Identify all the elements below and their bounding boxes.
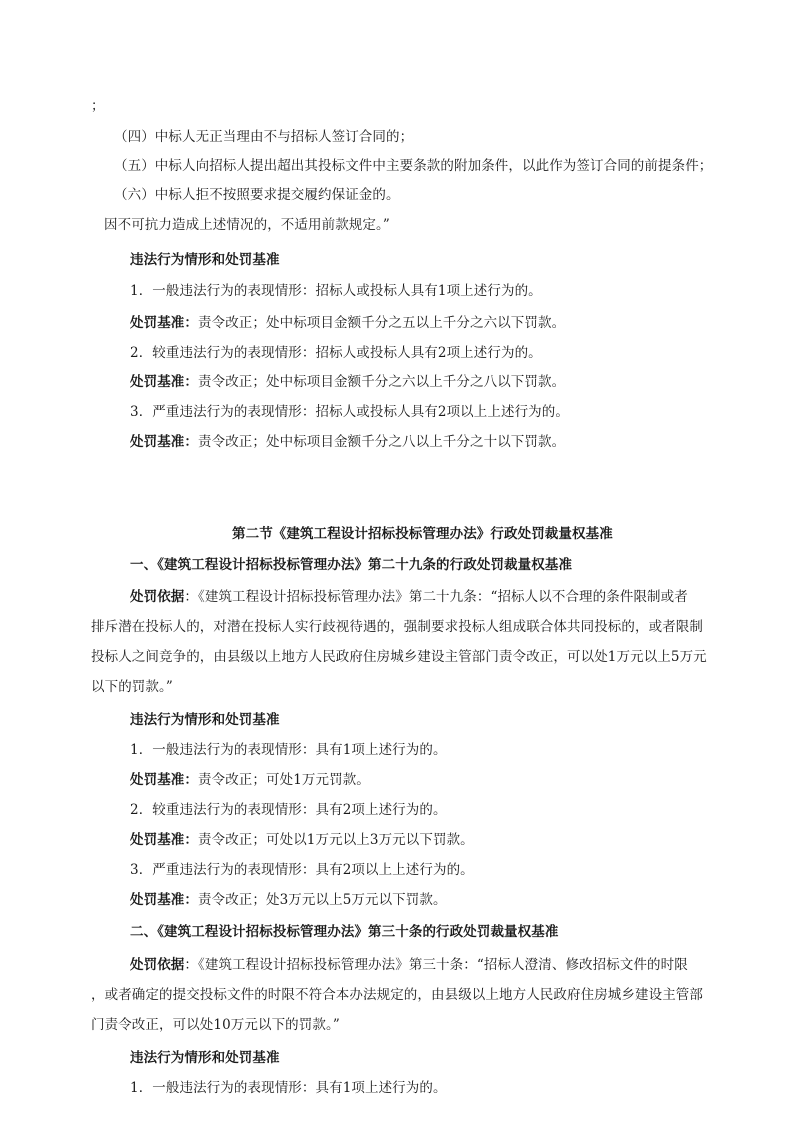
penalty-label: 处罚基准： (130, 832, 198, 848)
exemption-note: 因不可抗力造成上述情况的，不适用前款规定。” (104, 217, 390, 233)
penalty-label: 处罚基准： (130, 374, 198, 390)
penalty-label: 处罚基准： (130, 315, 198, 331)
penalty-label: 处罚基准： (130, 772, 198, 788)
violation-heading: 违法行为情形和处罚基准 (130, 712, 280, 728)
penalty-label: 处罚基准： (130, 892, 198, 908)
situation-serious: 2．较重违法行为的表现情形：具有2项上述行为的。 (130, 802, 447, 818)
situation-serious: 2．较重违法行为的表现情形：招标人或投标人具有2项上述行为的。 (130, 345, 542, 361)
basis-text: ：《建筑工程设计招标投标管理办法》第三十条：“招标人澄清、修改招标文件的时限 (184, 957, 688, 973)
basis-label: 处罚依据 (130, 957, 185, 973)
basis-label: 处罚依据 (130, 589, 185, 605)
violation-heading: 违法行为情形和处罚基准 (130, 1050, 280, 1066)
penalty-serious (130, 830, 474, 850)
article30-basis-line-2: ，或者确定的提交投标文件的时限不符合本办法规定的，由县级以上地方人民政府住房城乡建设主管部 (91, 987, 703, 1003)
top-fragment: ； (91, 98, 105, 114)
article29-basis-line-4: 以下的罚款。” (91, 679, 173, 695)
penalty-text: 责令改正；可处1万元罚款。 (198, 772, 370, 788)
situation-general: 1．一般违法行为的表现情形：具有1项上述行为的。 (130, 1080, 447, 1096)
article30-basis-line-1 (130, 955, 688, 975)
situation-severe: 3．严重违法行为的表现情形：具有2项以上上述行为的。 (130, 862, 474, 878)
situation-severe: 3．严重违法行为的表现情形：招标人或投标人具有2项以上上述行为的。 (130, 404, 569, 420)
penalty-text: 责令改正；可处以1万元以上3万元以下罚款。 (198, 832, 474, 848)
penalty-text: 责令改正；处中标项目金额千分之八以上千分之十以下罚款。 (198, 434, 566, 450)
basis-text: ：《建筑工程设计招标投标管理办法》第二十九条：“招标人以不合理的条件限制或者 (184, 589, 688, 605)
clause-item-5: （五）中标人向招标人提出超出其投标文件中主要条款的附加条件，以此作为签订合同的前提条件； (114, 158, 713, 174)
penalty-general (130, 313, 565, 333)
article29-basis-line-1 (130, 587, 688, 607)
article29-basis-line-2: 排斥潜在投标人的，对潜在投标人实行歧视待遇的，强制要求投标人组成联合体共同投标的，或者限制 (91, 619, 703, 635)
article29-basis-line-3: 投标人之间竞争的，由县级以上地方人民政府住房城乡建设主管部门责令改正，可以处1万元以上5万元 (91, 649, 707, 665)
situation-general: 1．一般违法行为的表现情形：具有1项上述行为的。 (130, 742, 447, 758)
clause-item-4: （四）中标人无正当理由不与招标人签订合同的； (114, 129, 414, 145)
violation-heading: 违法行为情形和处罚基准 (130, 252, 280, 268)
penalty-text: 责令改正；处3万元以上5万元以下罚款。 (198, 892, 447, 908)
clause-item-6: （六）中标人拒不按照要求提交履约保证金的。 (114, 187, 400, 203)
article29-title: 一、《建筑工程设计招标投标管理办法》第二十九条的行政处罚裁量权基准 (130, 557, 573, 573)
penalty-serious (130, 372, 565, 392)
article30-basis-line-3: 门责令改正，可以处10万元以下的罚款。” (91, 1017, 340, 1033)
penalty-severe (130, 432, 565, 452)
penalty-general (130, 770, 370, 790)
section-title: 第二节《建筑工程设计招标投标管理办法》行政处罚裁量权基准 (232, 526, 613, 542)
article30-title: 二、《建筑工程设计招标投标管理办法》第三十条的行政处罚裁量权基准 (130, 924, 559, 940)
penalty-label: 处罚基准： (130, 434, 198, 450)
penalty-severe (130, 890, 447, 910)
penalty-text: 责令改正；处中标项目金额千分之五以上千分之六以下罚款。 (198, 315, 566, 331)
situation-general: 1．一般违法行为的表现情形：招标人或投标人具有1项上述行为的。 (130, 283, 542, 299)
penalty-text: 责令改正；处中标项目金额千分之六以上千分之八以下罚款。 (198, 374, 566, 390)
